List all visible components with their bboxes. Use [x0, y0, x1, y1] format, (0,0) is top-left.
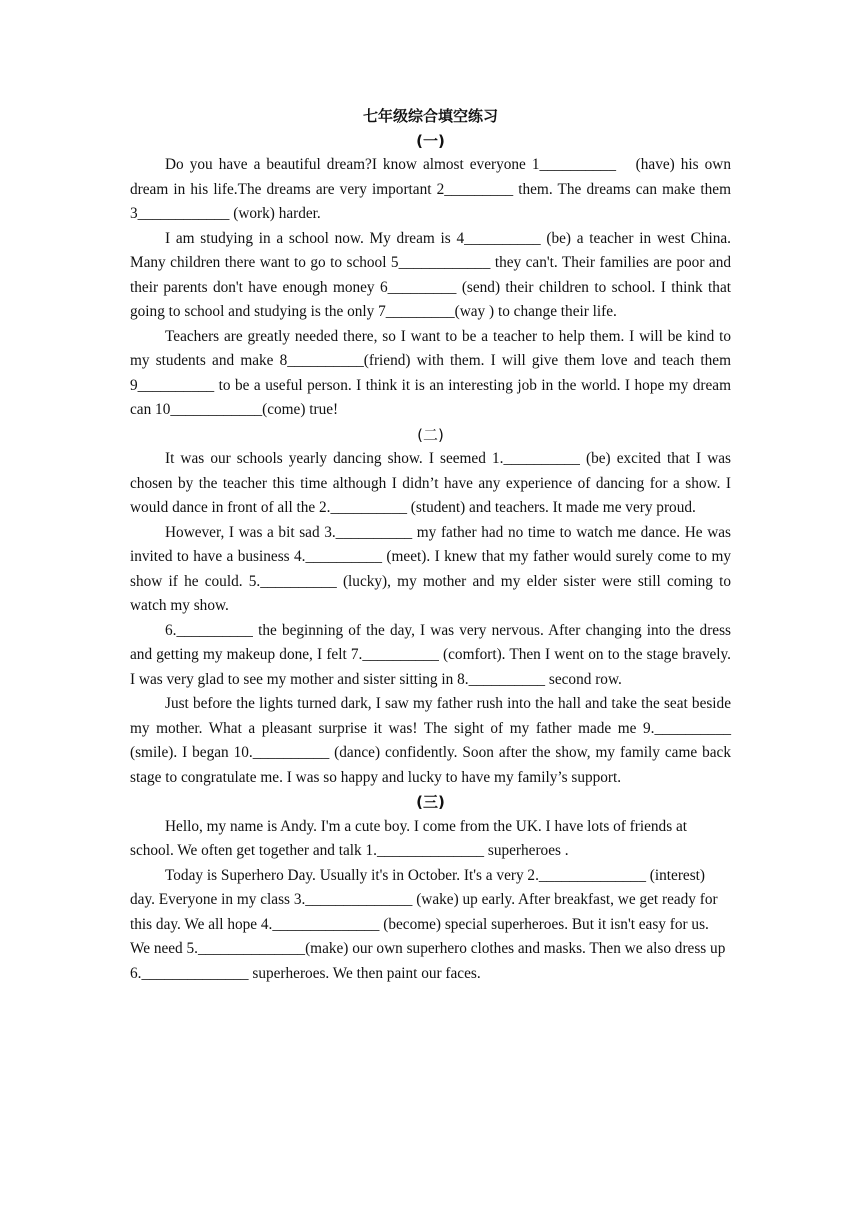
- section-2-paragraph: However, I was a bit sad 3.__________ my father had no time to watch me dance. He was invited to have a business 4.__________ (meet). I knew that my father would surely come to my show if he could. 5.__________ (lucky), my mother and my elder sister were still coming to watch my show.: [130, 523, 731, 614]
- worksheet-page: [130, 104, 731, 986]
- section-1-paragraph: Do you have a beautiful dream?I know almost everyone 1__________ (have) his own dream in his life.The dreams are very important 2_________ them. The dreams can make them 3____________ (work) harder.: [130, 156, 731, 222]
- section-heading-1: (一): [416, 131, 445, 150]
- section-heading-3: (三): [416, 793, 445, 811]
- section-1-paragraph: Teachers are greatly needed there, so I want to be a teacher to help them. I will be kind to my students and make 8__________(friend) with them. I will give them love and teach them 9__________ to be a useful person. I think it is an interesting job in the world. I hope my dream can 10____________(come) true!: [130, 327, 731, 418]
- section-2-paragraph: 6.__________ the beginning of the day, I was very nervous. After changing into the dress and getting my makeup done, I felt 7.__________ (comfort). Then I went on to the stage bravely. I was very glad to see my mother and sister sitting in 8.__________ second row.: [130, 621, 731, 688]
- section-3-paragraph: Hello, my name is Andy. I'm a cute boy. I come from the UK. I have lots of friends at school. We often get together and talk 1.______________ superheroes .: [130, 817, 688, 859]
- section-2-paragraph: It was our schools yearly dancing show. I seemed 1.__________ (be) excited that I was chosen by the teacher this time although I didn’t have any experience of dancing for a show. I would dance in front of all the 2.__________ (student) and teachers. It made me very proud.: [130, 450, 731, 516]
- section-2-paragraph: Just before the lights turned dark, I saw my father rush into the hall and take the seat beside my mother. What a pleasant surprise it was! The sight of my father made me 9.__________ (smile). I began 10.__________ (dance) confidently. Soon after the show, my family came back stage to congratulate me. I was so happy and lucky to have my family’s support.: [130, 695, 731, 786]
- section-1-paragraph: I am studying in a school now. My dream is 4__________ (be) a teacher in west China. Many children there want to go to school 5____________ they can't. Their families are poor and their parents don't have enough money 6_________ (send) their children to school. I think that going to school and studying is the only 7_________(way ) to change their life.: [130, 229, 731, 320]
- section-heading-2: (二): [417, 425, 444, 444]
- page-title: 七年级综合填空练习: [362, 107, 498, 125]
- section-3-paragraph: Today is Superhero Day. Usually it's in October. It's a very 2.______________ (interest) day. Everyone in my class 3.______________ (wake) up early. After breakfast, we get ready for this day. We all hope 4.______________ (become) special superheroes. But it isn't easy for us. We need 5.______________(make) our own superhero clothes and masks. Then we also dress up 6.______________ superheroes. We then paint our faces.: [130, 866, 726, 982]
